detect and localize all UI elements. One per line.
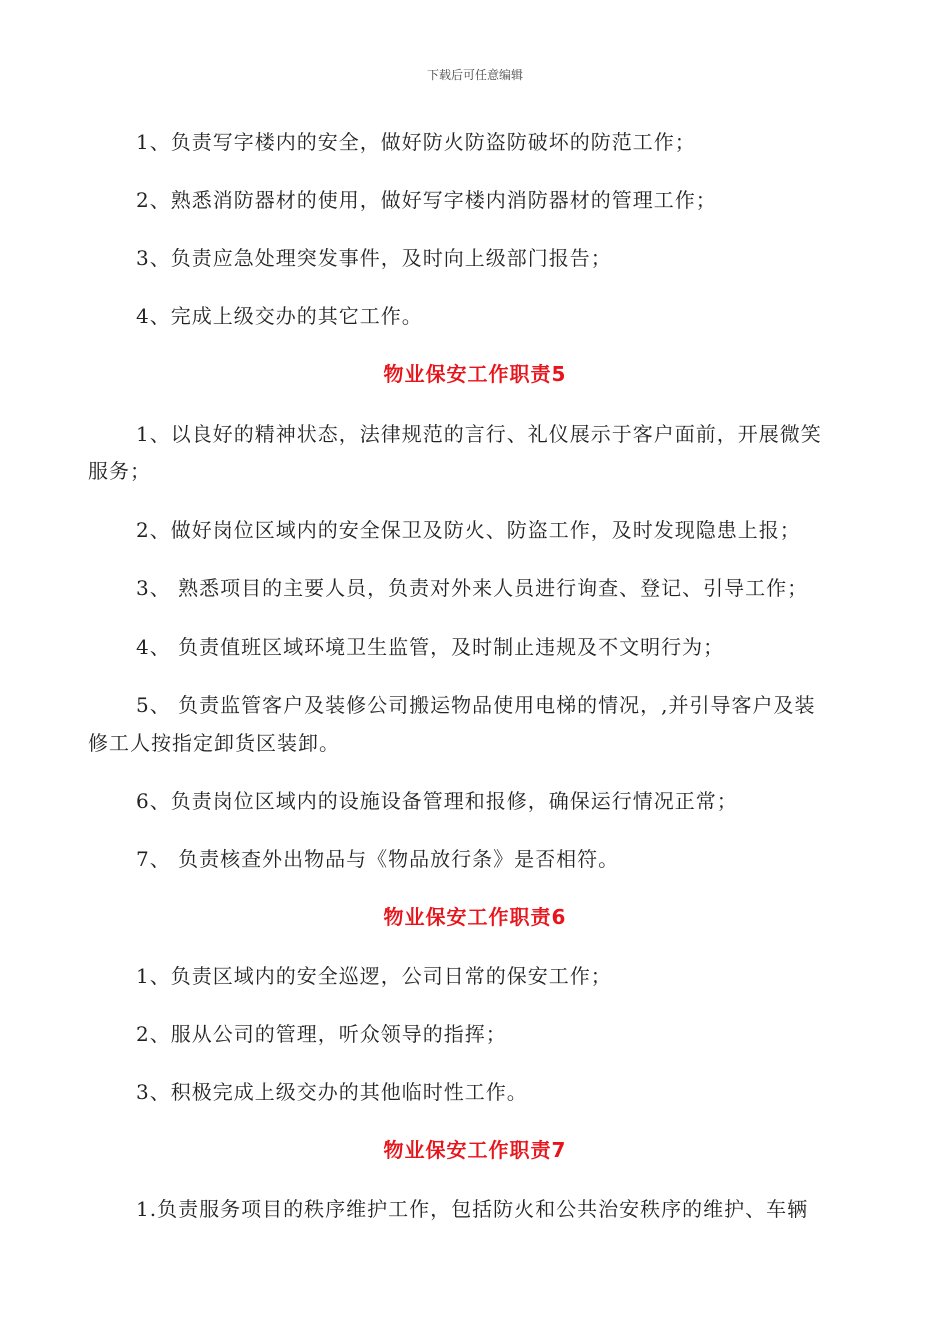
paragraph: 5、 负责监管客户及装修公司搬运物品使用电梯的情况，,并引导客户及装 (136, 693, 816, 717)
paragraph-continuation: 服务； (88, 459, 151, 483)
paragraph: 2、熟悉消防器材的使用，做好写字楼内消防器材的管理工作； (136, 188, 717, 212)
paragraph: 2、服从公司的管理，听众领导的指挥； (136, 1022, 507, 1046)
paragraph: 3、负责应急处理突发事件，及时向上级部门报告； (136, 246, 612, 270)
paragraph: 2、做好岗位区域内的安全保卫及防火、防盗工作，及时发现隐患上报； (136, 518, 801, 542)
section-heading: 物业保安工作职责7 (383, 1138, 567, 1162)
paragraph: 1、负责区域内的安全巡逻，公司日常的保安工作； (136, 964, 612, 988)
section-heading: 物业保安工作职责5 (383, 362, 567, 386)
paragraph: 6、负责岗位区域内的设施设备管理和报修，确保运行情况正常； (136, 789, 738, 813)
page-header: 下载后可任意编辑 (426, 68, 523, 82)
paragraph: 7、 负责核查外出物品与《物品放行条》是否相符。 (136, 847, 620, 871)
paragraph: 4、完成上级交办的其它工作。 (136, 304, 423, 328)
paragraph: 4、 负责值班区域环境卫生监管，及时制止违规及不文明行为； (136, 635, 725, 659)
paragraph: 3、 熟悉项目的主要人员，负责对外来人员进行询查、登记、引导工作； (136, 576, 809, 600)
paragraph: 1、负责写字楼内的安全，做好防火防盗防破坏的防范工作； (136, 130, 696, 154)
paragraph-continuation: 修工人按指定卸货区装卸。 (88, 731, 340, 755)
paragraph: 1、以良好的精神状态，法律规范的言行、礼仪展示于客户面前，开展微笑 (136, 422, 822, 446)
paragraph: 3、积极完成上级交办的其他临时性工作。 (136, 1080, 528, 1104)
section-heading: 物业保安工作职责6 (383, 905, 567, 929)
paragraph: 1.负责服务项目的秩序维护工作，包括防火和公共治安秩序的维护、车辆 (136, 1197, 809, 1221)
